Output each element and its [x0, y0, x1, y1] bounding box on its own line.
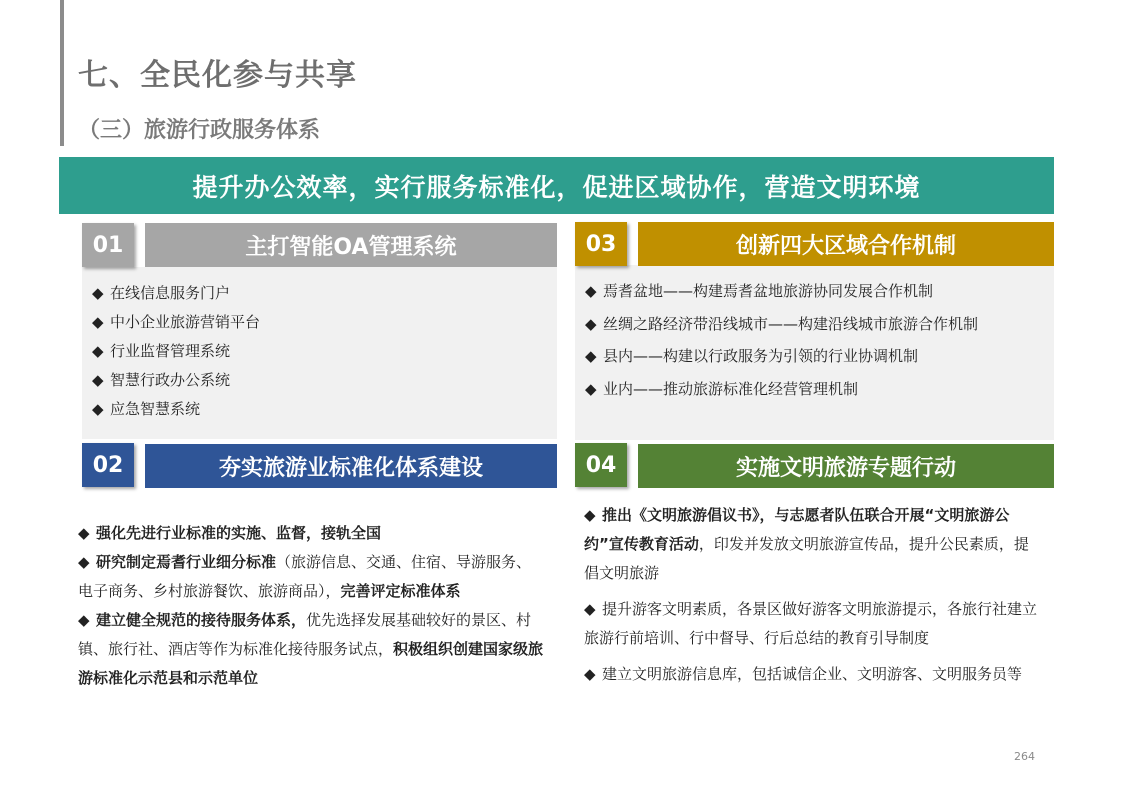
paragraph-text: （旅游信息、交通、住宿、导游服务、电子商务、乡村旅游餐饮、旅游商品）， — [78, 553, 532, 600]
list-item — [92, 398, 260, 427]
section-04-heading: 实施文明旅游专题行动 — [638, 444, 1054, 488]
section-01-list — [92, 282, 260, 427]
list-item-text: 智慧行政办公系统 — [110, 371, 231, 389]
section-04-number: 04 — [575, 443, 627, 487]
section-02-heading: 夯实旅游业标准化体系建设 — [145, 444, 557, 488]
diamond-bullet-icon: ◆ — [78, 553, 90, 571]
list-item — [92, 340, 260, 369]
page-title: 七、全民化参与共享 — [78, 58, 357, 93]
list-item-text: 业内——推动旅游标准化经营管理机制 — [603, 379, 859, 398]
paragraph-block — [78, 606, 546, 693]
paragraph-text-bold: 研究制定焉耆行业细分标准 — [96, 553, 277, 571]
diamond-bullet-icon: ◆ — [92, 313, 104, 331]
diamond-bullet-icon: ◆ — [92, 371, 104, 389]
diamond-bullet-icon: ◆ — [585, 314, 597, 333]
section-03-list — [585, 280, 978, 410]
paragraph-text: 建立文明旅游信息库，包括诚信企业、文明游客、文明服务员等 — [602, 665, 1023, 683]
list-item — [585, 345, 978, 378]
paragraph-block — [584, 660, 1039, 689]
section-04-paragraph — [584, 501, 1039, 689]
section-01-heading: 主打智能OA管理系统 — [145, 223, 557, 267]
section-03-number: 03 — [575, 222, 627, 266]
diamond-bullet-icon: ◆ — [92, 400, 104, 418]
diamond-bullet-icon: ◆ — [585, 347, 597, 365]
paragraph-text-bold: 建立健全规范的接待服务体系， — [96, 611, 307, 629]
section-02-number: 02 — [82, 443, 134, 487]
list-item — [585, 313, 978, 346]
list-item — [585, 378, 978, 411]
list-item-text: 县内——构建以行政服务为引领的行业协调机制 — [603, 347, 919, 365]
list-item — [92, 369, 260, 398]
paragraph-block — [584, 595, 1039, 653]
paragraph-text-bold: 推出《文明旅游倡议书》，与志愿者队伍联合开展“文明旅游公约”宣传教育活动 — [584, 506, 1010, 553]
list-item-text: 在线信息服务门户 — [110, 284, 231, 302]
paragraph-text: 优先选择发展基础较好的景区、村镇、旅行社、酒店等作为标准化接待服务试点， — [78, 611, 532, 658]
diamond-bullet-icon: ◆ — [584, 600, 596, 618]
paragraph-block — [584, 501, 1039, 588]
page-subtitle: （三）旅游行政服务体系 — [78, 118, 321, 143]
paragraph-block — [78, 519, 546, 548]
diamond-bullet-icon: ◆ — [92, 342, 104, 360]
list-item-text: 行业监督管理系统 — [110, 342, 231, 360]
list-item-text: 焉耆盆地——构建焉耆盆地旅游协同发展合作机制 — [603, 282, 934, 300]
diamond-bullet-icon: ◆ — [78, 611, 90, 629]
paragraph-text: 提升游客文明素质，各景区做好游客文明旅游提示，各旅行社建立旅游行前培训、行中督导、行后总结的教育引导制度 — [584, 600, 1038, 647]
summary-banner: 提升办公效率，实行服务标准化，促进区域协作，营造文明环境 — [59, 157, 1054, 214]
diamond-bullet-icon: ◆ — [584, 506, 596, 524]
diamond-bullet-icon: ◆ — [78, 524, 90, 542]
list-item-text: 应急智慧系统 — [110, 400, 201, 418]
list-item — [92, 311, 260, 340]
diamond-bullet-icon: ◆ — [585, 282, 597, 300]
section-01-number: 01 — [82, 223, 134, 267]
list-item — [585, 280, 978, 313]
list-item — [92, 282, 260, 311]
paragraph-text-bold: 积极组织创建国家级旅游标准化示范县和示范单位 — [78, 640, 544, 687]
section-03-heading: 创新四大区域合作机制 — [638, 222, 1054, 266]
paragraph-text: ，印发并发放文明旅游宣传品，提升公民素质，提倡文明旅游 — [584, 535, 1029, 582]
diamond-bullet-icon: ◆ — [584, 665, 596, 683]
diamond-bullet-icon: ◆ — [585, 379, 597, 398]
list-item-text: 中小企业旅游营销平台 — [110, 313, 261, 331]
paragraph-text-bold: 完善评定标准体系 — [340, 582, 461, 600]
section-02-paragraph — [78, 519, 546, 693]
page-number: 264 — [1014, 750, 1035, 763]
paragraph-block — [78, 548, 546, 606]
diamond-bullet-icon: ◆ — [92, 284, 104, 302]
title-accent-bar — [60, 0, 64, 146]
list-item-text: 丝绸之路经济带沿线城市——构建沿线城市旅游合作机制 — [603, 314, 979, 333]
paragraph-text-bold: 强化先进行业标准的实施、监督，接轨全国 — [96, 524, 382, 542]
